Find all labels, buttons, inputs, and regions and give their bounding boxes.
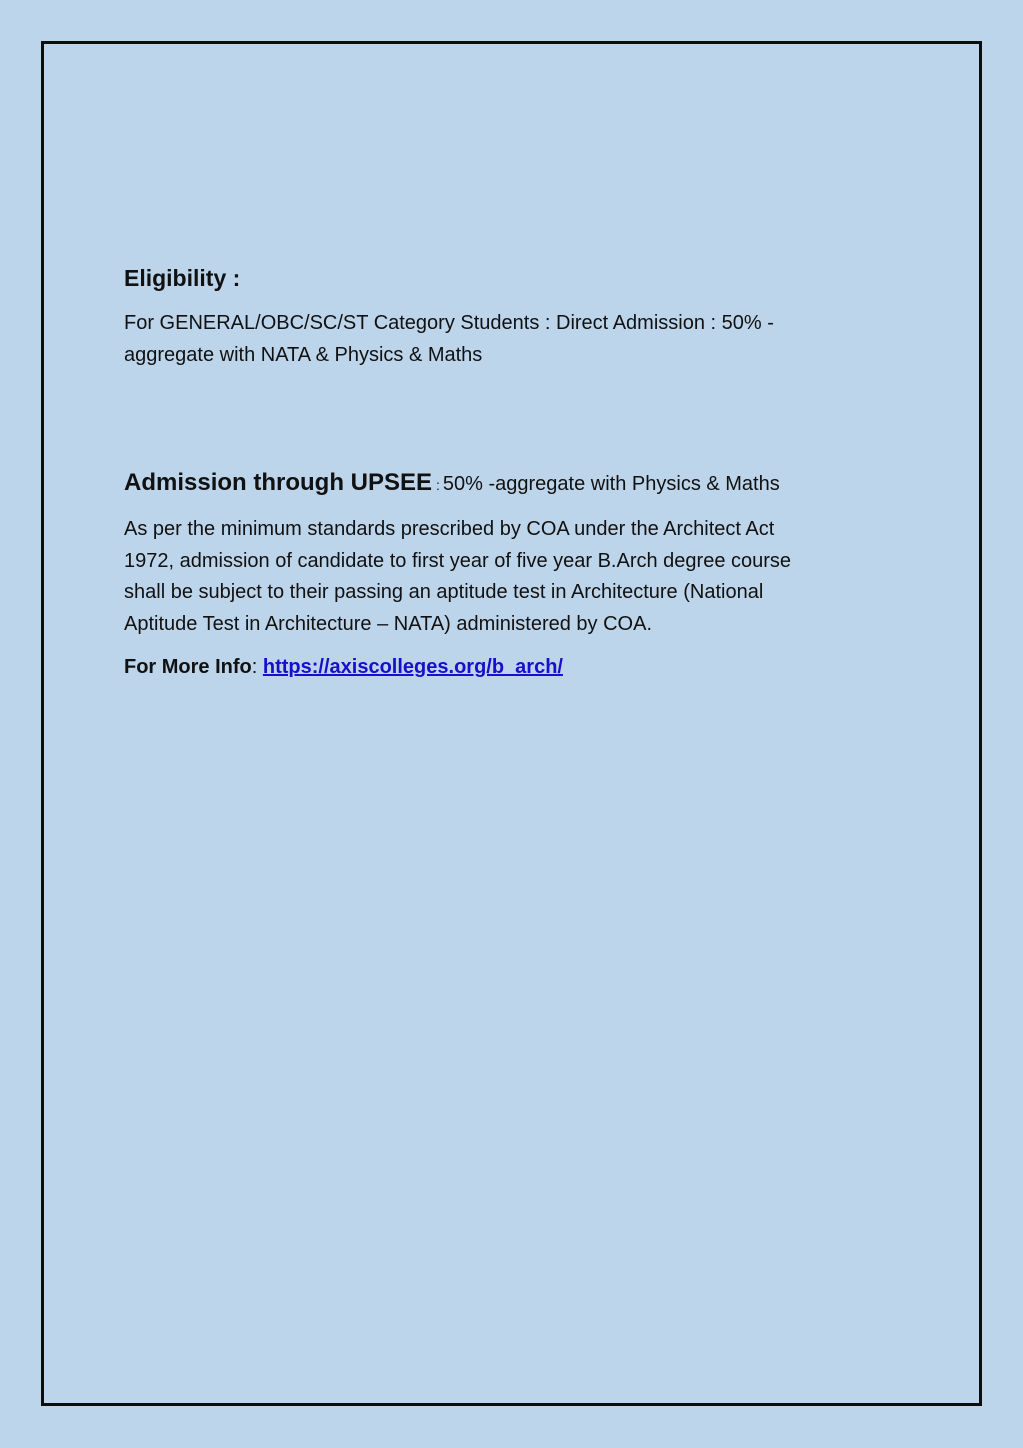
admission-separator: : bbox=[436, 477, 440, 493]
admission-detail: 50% -aggregate with Physics & Maths bbox=[442, 473, 780, 495]
more-info-link[interactable]: https://axiscolleges.org/b_arch/ bbox=[262, 656, 563, 678]
admission-body-line-3: shall be subject to their passing an aptitude test in Architecture (National bbox=[124, 581, 764, 603]
more-info-label: For More Info bbox=[124, 656, 252, 678]
eligibility-text-line-1: For GENERAL/OBC/SC/ST Category Students : Direct Admission : 50% - bbox=[124, 312, 774, 334]
more-info bbox=[124, 652, 884, 682]
admission-heading: Admission through UPSEE bbox=[124, 469, 433, 496]
eligibility-text bbox=[124, 308, 884, 371]
eligibility-heading: Eligibility : bbox=[124, 265, 241, 291]
admission-line bbox=[124, 467, 884, 502]
admission-body bbox=[124, 514, 884, 640]
admission-body-line-4: Aptitude Test in Architecture – NATA) administered by COA. bbox=[124, 612, 653, 635]
more-info-separator: : bbox=[251, 656, 258, 678]
document-content bbox=[124, 262, 884, 682]
admission-body-line-2: 1972, admission of candidate to first year of five year B.Arch degree course bbox=[124, 549, 792, 572]
section-spacer bbox=[124, 371, 884, 467]
admission-body-line-1: As per the minimum standards prescribed by COA under the Architect Act bbox=[124, 518, 775, 540]
page-border bbox=[41, 41, 982, 1406]
eligibility-text-line-2: aggregate with NATA & Physics & Maths bbox=[124, 343, 483, 366]
